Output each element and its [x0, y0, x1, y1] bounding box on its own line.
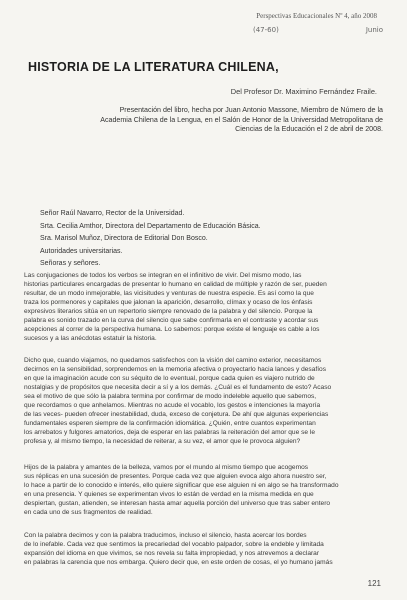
handwritten-month: Junio — [365, 26, 383, 34]
text-line: en que la imaginación acude con su séquito de lo eventual, porque cada quien es viajero nutrido de — [24, 374, 315, 382]
salutation-line: Srta. Cecilia Amthor, Directora del Departamento de Educación Básica. — [40, 222, 261, 230]
text-line: acepciones al correr de la perspectiva humana. Lo sabemos: porque existe el lenguaje es cable a los — [24, 325, 320, 333]
text-line: profesa y, al mismo tiempo, la necesidad de reiterar, a su vez, el amor que le provoca alguien? — [24, 437, 301, 445]
text-line: traza los pormenores y capitales que jalonan la aparición, desarrollo, clímax y ocaso de los énfasis — [24, 298, 313, 306]
salutations-list — [40, 208, 383, 271]
text-line: Las conjugaciones de todos los verbos se integran en el infinitivo de vivir. Del mismo modo, las — [24, 272, 302, 279]
text-line: expansión del idioma en que vivimos, se nos revela su falta impropiedad, y nos atrevemos a declarar — [24, 549, 320, 557]
text-line: que recordamos o que anhelamos. Mientras no acude el vocablo, los gestos e intenciones la mayoría — [24, 401, 321, 409]
paragraph-1 — [24, 272, 383, 344]
text-line: sucesos y a las anécdotas estatuir la historia. — [24, 334, 157, 342]
text-line: en palabras la carencia que nos embarga. Quiero decir que, en este orden de cosas, el yo humano jamás — [24, 558, 333, 566]
text-line: nostalgias y de propósitos que necesita decir a sí y a los demás. ¿Cuál es el fundamento de esto? Acaso — [24, 383, 332, 391]
paragraph-4 — [24, 532, 383, 568]
text-line: Hijos de la palabra y amantes de la belleza, vamos por el mundo al mismo tiempo que acogemos — [24, 464, 309, 471]
salutation-line: Autoridades universitarias. — [40, 247, 123, 255]
handwritten-pages: (47-60) — [253, 26, 279, 34]
text-line: de lo inefable. Cada vez que sentimos la precariedad del vocablo palpador, sobre la endeble y limitada — [24, 540, 324, 548]
text-line: sea el motivo de que sólo la palabra termina por confirmar de modo indeleble aquello que sabemos, — [24, 392, 317, 400]
text-line: historias particulares encargadas de presentar lo humano en calidad de múltiple y razón de ser, pueden — [24, 280, 327, 288]
text-line: fundamentales esperen siempre de la confirmación idiomática. ¿Quién, entre cuantos experimentan — [24, 419, 316, 427]
paragraph-2 — [24, 357, 383, 447]
text-line: palabra es sonido trazado en la curva del silencio que sabe confirmarla en el contraste y acordar sus — [24, 316, 319, 324]
text-line: resultar, de un modo inmejorable, las vicisitudes y venturas de nuestra especie. Es así como la que — [24, 289, 314, 297]
salutation-line: Señor Raúl Navarro, Rector de la Universidad. — [40, 210, 185, 217]
text-line: sus réplicas en una sucesión de presentes. Porque cada vez que alguien evoca algo ahora nuestro ser, — [24, 472, 327, 480]
article-author: Del Profesor Dr. Maximino Fernández Fraile. — [230, 87, 377, 96]
article-title: HISTORIA DE LA LITERATURA CHILENA, — [28, 60, 279, 74]
text-line: Dicho que, cuando viajamos, no quedamos satisfechos con la visión del camino exterior, necesitamos — [24, 357, 322, 364]
text-line: Con la palabra decimos y con la palabra traducimos, incluso el silencio, hasta acercar los bordes — [24, 532, 307, 539]
handwritten-note — [253, 26, 383, 34]
text-line: despiertan, gustan, atienden, se interesan hasta amar aquella porción del universo que tras saber entero — [24, 499, 331, 507]
text-line: lo hace a partir de lo conocido e interés, ello quiere significar que ese alguien ni en algo se ha transformado — [24, 481, 339, 489]
text-line: en una presencia. Y quienes se experimentan vivos lo están de verdad en la misma medida en que — [24, 490, 314, 498]
intro-line: Academia Chilena de la Lengua, en el Salón de Honor de la Universidad Metropolitana de — [100, 115, 383, 124]
intro-line: Ciencias de la Educación el 2 de abril de 2008. — [235, 125, 383, 134]
text-line: decirnos en la sensibilidad, sorprendernos en la memoria afectiva o proyectarlo hacia lances y desafíos — [24, 365, 327, 373]
journal-header — [256, 12, 377, 21]
paragraph-3 — [24, 464, 383, 518]
text-line: expresivos literarios sitúa en un repertorio siempre renovado de la palabra y del silencio. Porque la — [24, 307, 313, 315]
journal-name: Perspectivas Educacionales Nº 4, año 2008 — [256, 12, 377, 20]
text-line: en cada uno de sus fragmentos de realidad. — [24, 508, 153, 516]
text-line: los arrebatos y fulgores amatorios, deja de esperar en las palabras la reiteración del amor que se le — [24, 428, 316, 436]
salutation-line: Sra. Marisol Muñoz, Directora de Editorial Don Bosco. — [40, 235, 208, 242]
salutation-line: Señoras y señores. — [40, 260, 101, 267]
intro-note — [40, 106, 383, 135]
text-line: de las veces- pueden ofrecer inestabilidad, duda, exceso de conjetura. De ahí que algunas experiencias — [24, 410, 329, 418]
page-number: 121 — [367, 579, 381, 588]
intro-line: Presentación del libro, hecha por Juan Antonio Massone, Miembro de Número de la — [119, 106, 383, 114]
